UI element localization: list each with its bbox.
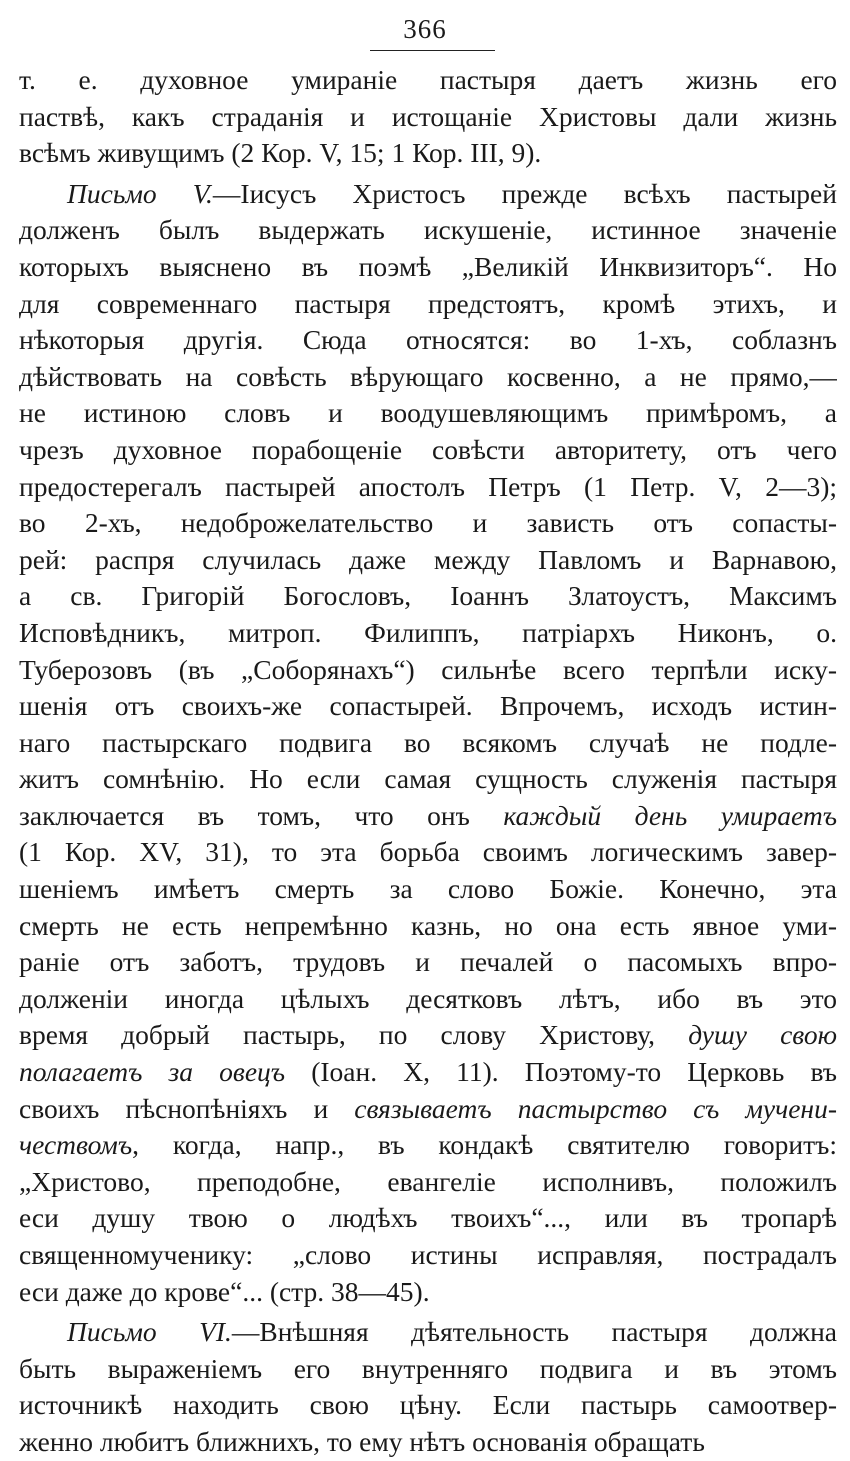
- italic-text-segment: связываетъ пастырство съ мучени-: [354, 1092, 837, 1124]
- text-line: [19, 1237, 837, 1274]
- text-segment: дѣйствовать на совѣсть вѣрующаго косвенно, а не прямо,—: [19, 360, 837, 392]
- text-line: [19, 1017, 837, 1054]
- text-line: [19, 322, 837, 359]
- text-line: [19, 249, 837, 286]
- text-segment: предостерегалъ пастырей апостолъ Петръ (1 Петр. V, 2—3);: [19, 470, 837, 502]
- text-line: [19, 652, 837, 689]
- paragraph: [19, 176, 837, 1310]
- text-segment: заключается въ томъ, что онъ: [19, 799, 504, 831]
- text-segment: , когда, напр., въ кондакѣ святителю говоритъ:: [132, 1129, 837, 1161]
- text-line: [19, 615, 837, 652]
- text-segment: —Внѣшняя дѣятельность пастыря должна: [231, 1316, 837, 1348]
- body-text: [19, 62, 837, 1461]
- text-line: [19, 1424, 837, 1461]
- text-line: [19, 1387, 837, 1424]
- text-segment: во 2-хъ, недоброжелательство и зависть отъ сопасты-: [19, 507, 837, 539]
- text-segment: своихъ пѣснопѣніяхъ и: [19, 1092, 355, 1124]
- text-line: [19, 834, 837, 871]
- text-segment: женно любитъ ближнихъ, то ему нѣтъ основанія обращать: [19, 1425, 705, 1457]
- text-line: [19, 761, 837, 798]
- text-segment: источникѣ находить свою цѣну. Если пастырь самоотвер-: [19, 1389, 837, 1421]
- text-segment: раніе отъ заботъ, трудовъ и печалей о пасомыхъ впро-: [19, 946, 837, 978]
- page-number: 366: [403, 14, 447, 44]
- text-line: [19, 1091, 837, 1128]
- text-line: [19, 944, 837, 981]
- text-line: [19, 1054, 837, 1091]
- text-line: [19, 286, 837, 323]
- text-segment: для современнаго пастыря предстоятъ, кромѣ этихъ, и: [19, 287, 837, 319]
- text-segment: Исповѣдникъ, митроп. Филиппъ, патріархъ Никонъ, о.: [19, 616, 837, 648]
- italic-text-segment: чествомъ: [19, 1129, 133, 1161]
- text-line: [19, 908, 837, 945]
- text-line: [19, 469, 837, 506]
- text-segment: время добрый пастырь, по слову Христову,: [19, 1019, 689, 1051]
- text-line: [19, 688, 837, 725]
- text-segment: —Іисусъ Христосъ прежде всѣхъ пастырей: [212, 177, 837, 209]
- text-line: [19, 871, 837, 908]
- text-segment: всѣмъ живущимъ (2 Кор. V, 15; 1 Кор. III, 9).: [19, 137, 542, 169]
- paragraph: [19, 62, 837, 172]
- italic-text-segment: Письмо V.: [67, 177, 213, 209]
- text-segment: которыхъ выяснено въ поэмѣ „Великій Инквизиторъ“. Но: [19, 250, 837, 282]
- text-line: [19, 135, 837, 172]
- text-segment: нѣкоторыя другія. Сюда относятся: во 1-хъ, соблазнъ: [19, 324, 837, 356]
- text-segment: шенія отъ своихъ-же сопастырей. Впрочемъ, исходъ истин-: [19, 690, 837, 722]
- text-line: [19, 395, 837, 432]
- text-line: [19, 725, 837, 762]
- text-segment: (Іоан. X, 11). Поэтому-то Церковь въ: [285, 1056, 837, 1088]
- text-line: [19, 578, 837, 615]
- text-segment: т. е. духовное умираніе пастыря даетъ жизнь его: [19, 64, 837, 95]
- text-segment: житъ сомнѣнію. Но если самая сущность служенія пастыря: [19, 763, 837, 795]
- italic-text-segment: Письмо VI.: [67, 1316, 232, 1348]
- text-segment: священномученику: „слово истины исправляя, пострадалъ: [19, 1239, 837, 1270]
- text-line: [19, 1314, 837, 1351]
- header-rule: [370, 50, 495, 51]
- text-line: [19, 212, 837, 249]
- text-line: [19, 1200, 837, 1237]
- text-line: [19, 432, 837, 469]
- text-line: [19, 798, 837, 835]
- text-line: [19, 1274, 837, 1311]
- text-segment: шеніемъ имѣетъ смерть за слово Божіе. Конечно, эта: [19, 873, 837, 905]
- text-line: [19, 1127, 837, 1164]
- text-segment: быть выраженіемъ его внутренняго подвига и въ этомъ: [19, 1352, 837, 1384]
- text-line: [19, 981, 837, 1018]
- text-segment: еси душу твою о людѣхъ твоихъ“..., или въ тропарѣ: [19, 1202, 837, 1234]
- text-segment: не истиною словъ и воодушевляющимъ примѣромъ, а: [19, 397, 837, 429]
- text-segment: „Христово, преподобне, евангеліе исполнивъ, положилъ: [19, 1165, 837, 1197]
- text-line: [19, 505, 837, 542]
- text-segment: долженъ былъ выдержать искушеніе, истинное значеніе: [19, 214, 837, 246]
- text-line: [19, 1164, 837, 1201]
- text-segment: (1 Кор. XV, 31), то эта борьба своимъ логическимъ завер-: [19, 836, 837, 868]
- text-segment: Туберозовъ (въ „Соборянахъ“) сильнѣе всего терпѣли иску-: [19, 653, 837, 685]
- text-line: [19, 542, 837, 579]
- text-segment: рей: распря случилась даже между Павломъ и Варнавою,: [19, 543, 837, 575]
- text-line: [19, 62, 837, 99]
- text-segment: наго пастырскаго подвига во всякомъ случаѣ не подле-: [19, 726, 837, 758]
- text-line: [19, 1351, 837, 1388]
- text-segment: а св. Григорій Богословъ, Іоаннъ Златоустъ, Максимъ: [19, 580, 837, 612]
- text-line: [19, 176, 837, 213]
- paragraph: [19, 1314, 837, 1460]
- text-segment: еси даже до крове“... (стр. 38—45).: [19, 1275, 430, 1307]
- text-segment: чрезъ духовное порабощеніе совѣсти авторитету, отъ чего: [19, 433, 837, 465]
- text-segment: паствѣ, какъ страданія и истощаніе Христовы дали жизнь: [19, 100, 837, 132]
- text-line: [19, 359, 837, 396]
- text-segment: долженіи иногда цѣлыхъ десятковъ лѣтъ, ибо въ это: [19, 982, 837, 1014]
- page-header: [0, 14, 850, 45]
- italic-text-segment: душу свою: [688, 1019, 837, 1051]
- italic-text-segment: полагаетъ за овецъ: [19, 1056, 286, 1088]
- text-line: [19, 99, 837, 136]
- text-segment: смерть не есть непремѣнно казнь, но она есть явное уми-: [19, 909, 837, 941]
- italic-text-segment: каждый день умираетъ: [503, 799, 837, 831]
